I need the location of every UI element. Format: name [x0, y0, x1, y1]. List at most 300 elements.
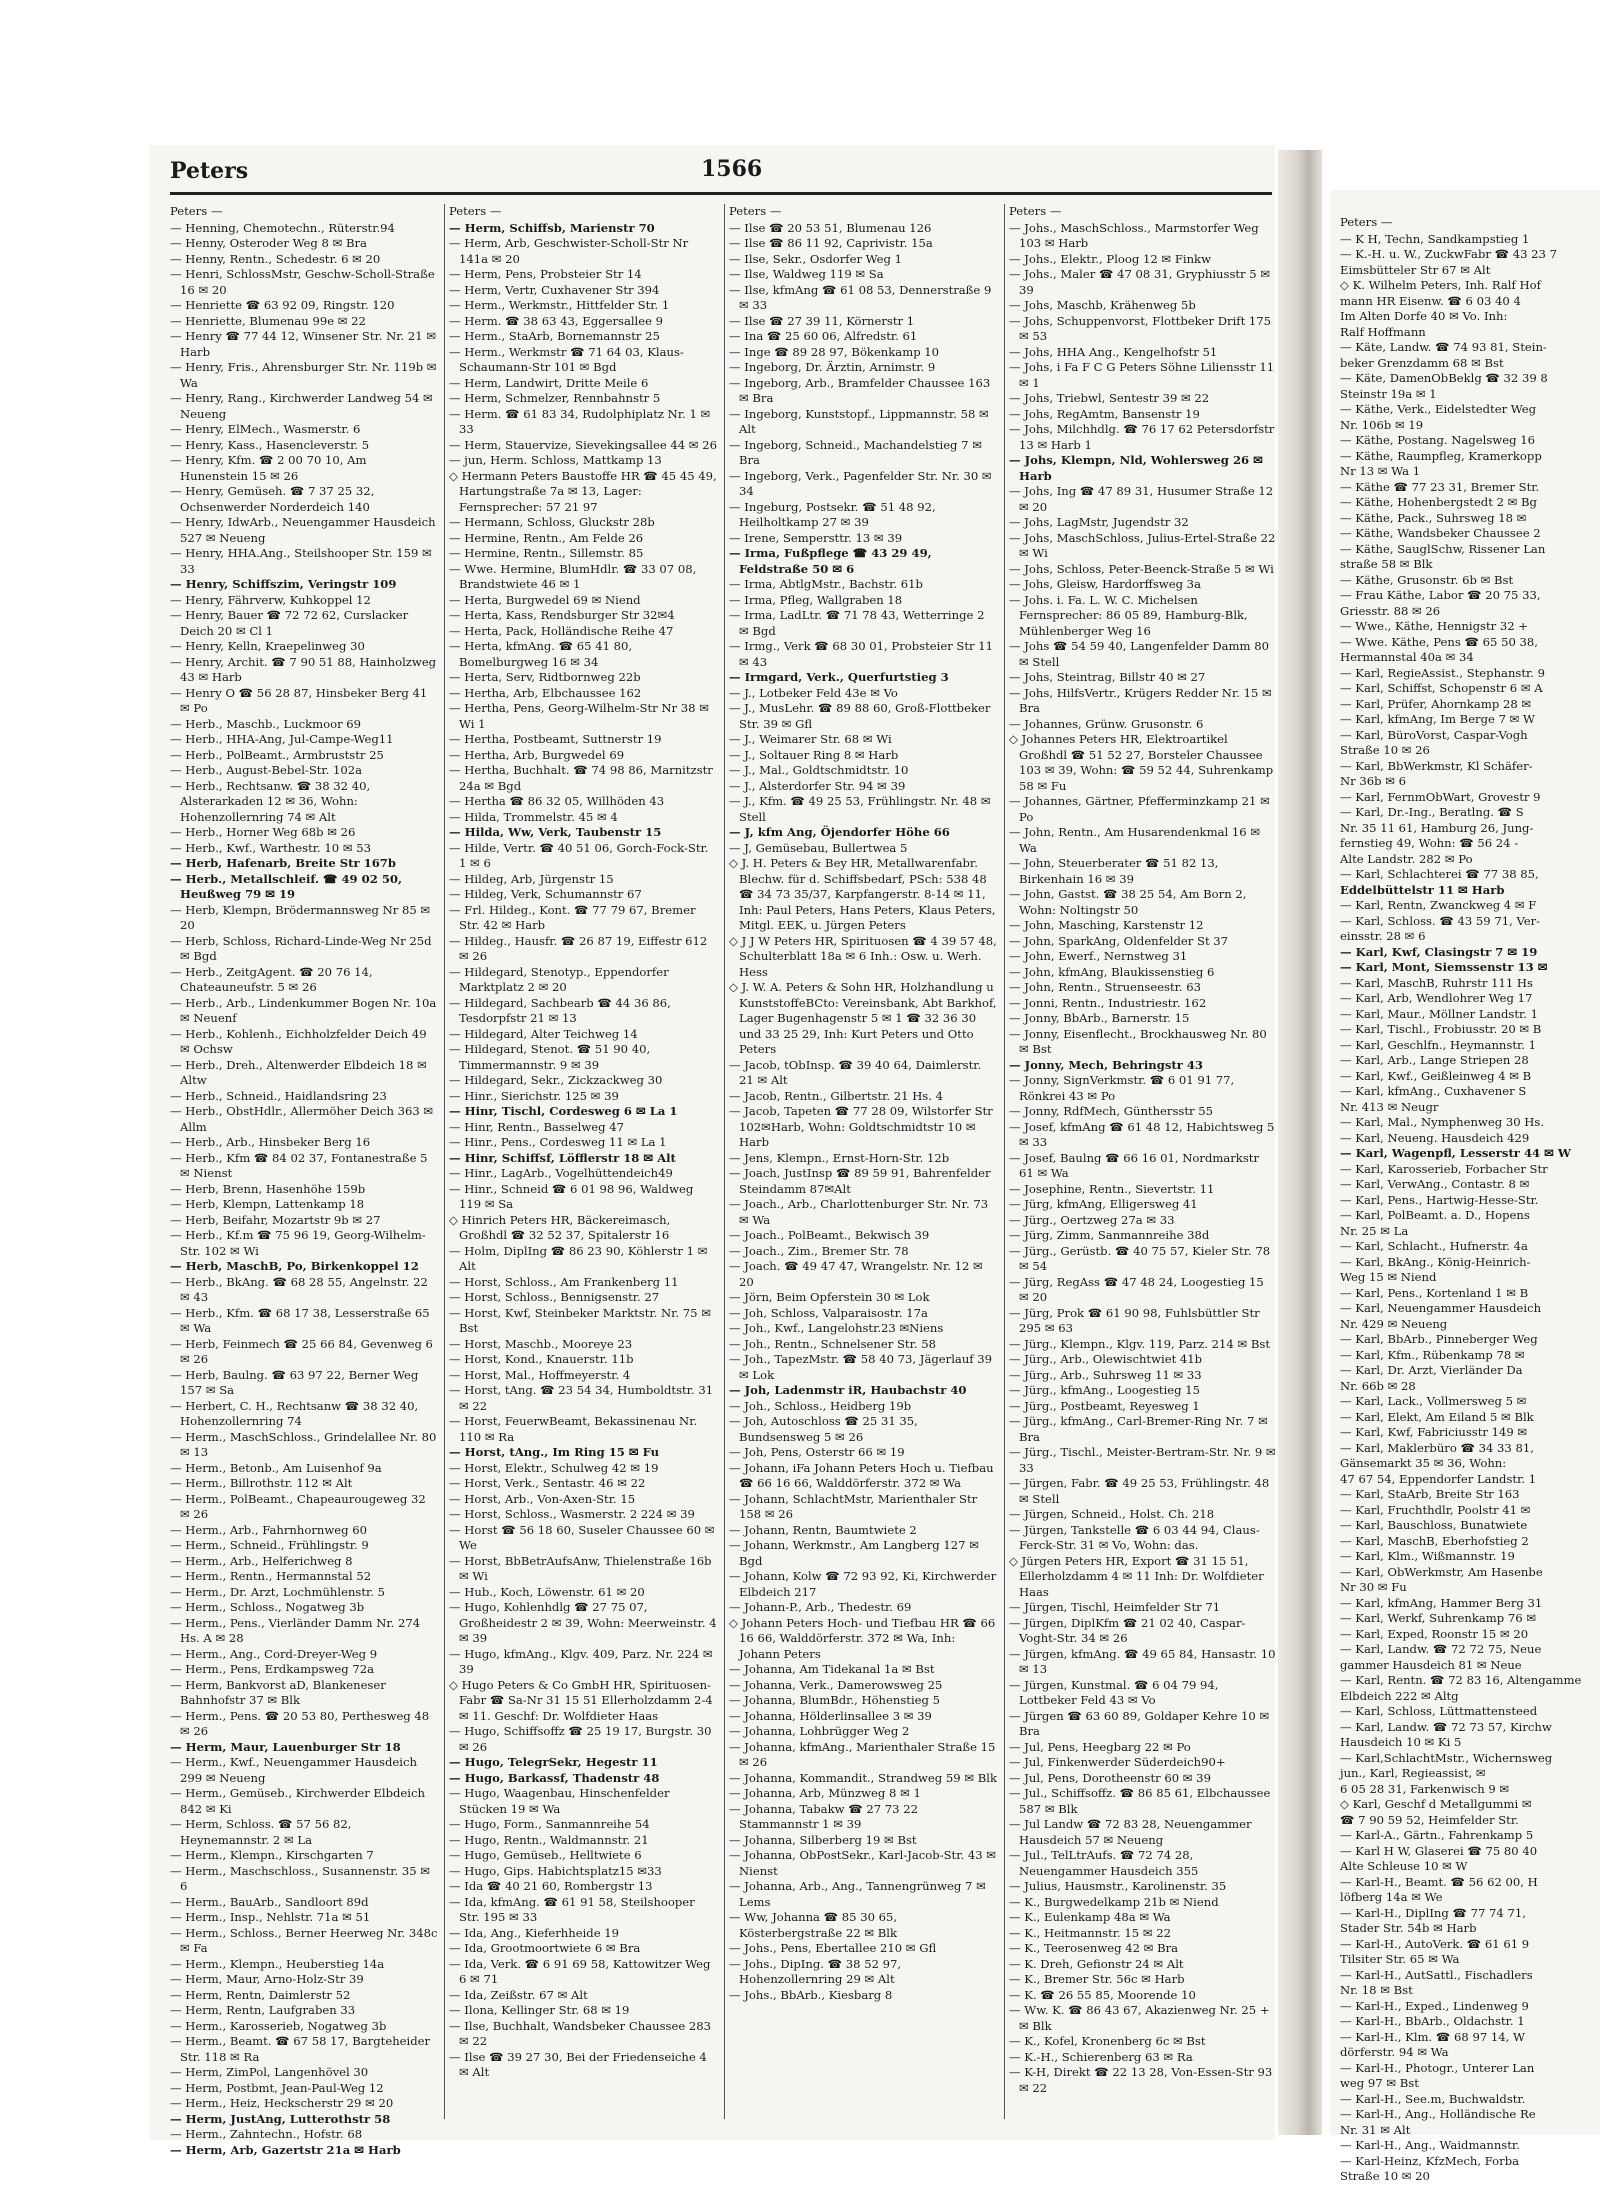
directory-entry: — John, Masching, Karstenstr 12	[1009, 918, 1204, 932]
directory-entry: — Ingeborg, Arb., Bramfelder Chaussee 163 ✉ Bra	[729, 375, 991, 405]
directory-entry: — Karl-H., AutoVerk. ☎ 61 61 9	[1340, 1936, 1530, 1951]
directory-entry: — Karl, Fruchthdlr, Poolstr 41 ✉	[1340, 1502, 1531, 1517]
directory-entry: — Henry, Bauer ☎ 72 72 62, Curslacker Deich 20 ✉ Cl 1	[170, 608, 409, 638]
directory-entry: — Ingeburg, Postsekr. ☎ 51 48 92, Heilholtkamp 27 ✉ 39	[729, 499, 936, 529]
directory-entry: — J, kfm Ang, Öjendorfer Höhe 66	[729, 825, 950, 839]
directory-entry: — Henriette, Blumenau 99e ✉ 22	[170, 313, 366, 328]
page-number: 1566	[701, 156, 763, 182]
directory-entry: — Josef, kfmAng ☎ 61 48 12, Habichtsweg 5 ✉ 33	[1009, 1119, 1275, 1149]
directory-entry: — Karl, Landw. ☎ 72 73 57, Kirchw	[1340, 1719, 1552, 1734]
directory-entry: — Herm., Dr. Arzt, Lochmühlenstr. 5	[170, 1584, 386, 1599]
directory-entry: — Herm, Landwirt, Dritte Meile 6	[449, 375, 649, 390]
directory-entry: — K., Bremer Str. 56c ✉ Harb	[1009, 1972, 1185, 1986]
directory-entry: ◇ J J W Peters HR, Spirituosen ☎ 4 39 57 48, Schulterblatt 18a ✉ 6 Inh.: Osw. u. Werh. Hess	[729, 933, 997, 979]
directory-entry: — Herb, Brenn, Hasenhöhe 159b	[170, 1181, 366, 1196]
directory-entry: — Johanna, BlumBdr., Höhenstieg 5	[729, 1693, 941, 1707]
directory-entry: — Jacob, Rentn., Gilbertstr. 21 Hs. 4	[729, 1088, 943, 1103]
directory-entry: — Herta, Kass, Rendsburger Str 32✉4	[449, 608, 675, 622]
directory-column-3	[729, 204, 997, 2129]
directory-entry: — Karl, Werkf, Suhrenkamp 76 ✉	[1340, 1611, 1537, 1625]
directory-entry: — K., Heitmannstr. 15 ✉ 22	[1009, 1925, 1172, 1940]
directory-entry: — Herm., Klempn., Kirschgarten 7	[170, 1848, 374, 1862]
column-head: Peters —	[729, 204, 782, 218]
directory-entry: ◇ K. Wilhelm Peters, Inh. Ralf Hof	[1340, 278, 1541, 292]
directory-entry: — Jürgen, Tankstelle ☎ 6 03 44 94, Claus-Ferck-Str. 31 ✉ Vo, Wohn: das.	[1009, 1522, 1260, 1552]
directory-entry: — Käthe, Pack., Suhrsweg 18 ✉	[1340, 510, 1527, 525]
column-head: Peters —	[170, 204, 223, 218]
directory-entry: — Josef, Baulng ☎ 66 16 01, Nordmarkstr 61 ✉ Wa	[1009, 1150, 1259, 1180]
directory-entry: — Herm., Beamt. ☎ 67 58 17, Bargteheider Str. 118 ✉ Ra	[170, 2034, 431, 2064]
directory-entry: — Henny, Osteroder Weg 8 ✉ Bra	[170, 236, 367, 250]
directory-entry: — Karl-H., AutSattl., Fischadlers	[1340, 1967, 1533, 1982]
running-header-name: Peters	[170, 158, 249, 184]
directory-entry: Hausdeich 10 ✉ Ki 5	[1340, 1735, 1462, 1749]
directory-entry: — Karl, PolBeamt. a. D., Hopens	[1340, 1208, 1530, 1222]
directory-entry: — Johs, Triebwl, Sentestr 39 ✉ 22	[1009, 391, 1210, 405]
directory-entry: — Hugo, Form., Sanmannreihe 54	[449, 1817, 650, 1831]
directory-entry: — Henry, Kass., Hasencleverstr. 5	[170, 437, 370, 452]
directory-entry: — Karl-Heinz, KfzMech, Forba	[1340, 2153, 1520, 2168]
directory-entry: — Karl, Wagenpfl, Lesserstr 44 ✉ W	[1340, 1146, 1571, 1160]
directory-entry: — Horst, BbBetrAufsAnw, Thielenstraße 16b ✉ Wi	[449, 1553, 712, 1583]
directory-entry: — Henry, Rang., Kirchwerder Landweg 54 ✉ Neueng	[170, 391, 433, 421]
directory-entry: — Käthe, Raumpfleg, Kramerkopp	[1340, 448, 1542, 463]
directory-entry: ☎ 7 90 59 52, Heimfelder Str.	[1340, 1812, 1519, 1827]
directory-entry: — Jürgen, DiplKfm ☎ 21 02 40, Caspar-Voght-Str. 34 ✉ 26	[1009, 1615, 1246, 1645]
directory-entry: — Henry, Schiffszim, Veringstr 109	[170, 577, 397, 591]
directory-entry: Weg 15 ✉ Niend	[1340, 1270, 1437, 1284]
directory-entry: — Käthe, Grusonstr. 6b ✉ Bst	[1340, 572, 1514, 587]
directory-entry: — Johannes, Gärtner, Pfefferminzkamp 21 ✉ Po	[1009, 794, 1270, 824]
directory-entry: Hermannstal 40a ✉ 34	[1340, 650, 1474, 664]
directory-entry: — Johs, Maschb, Krähenweg 5b	[1009, 298, 1196, 312]
directory-entry: Alte Schleuse 10 ✉ W	[1340, 1859, 1468, 1873]
directory-entry: — Henry, Gemüseh. ☎ 7 37 25 32, Ochsenwerder Norderdeich 140	[170, 484, 375, 514]
directory-entry: — Herm., Werkmstr ☎ 71 64 03, Klaus-Schaumann-Str 101 ✉ Bgd	[449, 344, 684, 374]
directory-entry: — Käte, DamenObBeklg ☎ 32 39 8	[1340, 371, 1548, 385]
directory-entry: — Horst, Kond., Knauerstr. 11b	[449, 1352, 634, 1366]
directory-entry: — Herb., ObstHdlr., Allermöher Deich 363 ✉ Allm	[170, 1104, 434, 1134]
directory-entry: — Hertha, Buchhalt. ☎ 74 98 86, Marnitzstr 24a ✉ Bgd	[449, 763, 713, 793]
directory-entry: — Herb., Arb., Lindenkummer Bogen Nr. 10a ✉ Neuenf	[170, 995, 437, 1025]
directory-entry: — Jens, Klempn., Ernst-Horn-Str. 12b	[729, 1150, 950, 1165]
directory-entry: — Karl, Kfm., Rübenkamp 78 ✉	[1340, 1347, 1525, 1362]
directory-entry: — Herb, MaschB, Po, Birkenkoppel 12	[170, 1259, 419, 1273]
directory-entry: — Horst, Schloss., Am Frankenberg 11	[449, 1274, 679, 1289]
directory-entry: — Hinr, Tischl, Cordesweg 6 ✉ La 1	[449, 1104, 678, 1118]
directory-entry: — Herm., Klempn., Heuberstieg 14a	[170, 1956, 385, 1971]
directory-entry: — Hildegard, Sekr., Zickzackweg 30	[449, 1073, 663, 1087]
directory-entry: löfberg 14a ✉ We	[1340, 1890, 1443, 1904]
directory-entry: — Jul, Pens, Heegbarg 22 ✉ Po	[1009, 1739, 1191, 1754]
directory-entry: — Herb, Feinmech ☎ 25 66 84, Gevenweg 6 ✉ 26	[170, 1336, 433, 1366]
directory-entry: — Henry O ☎ 56 28 87, Hinsbeker Berg 41 ✉ Po	[170, 685, 428, 715]
directory-entry: — Käthe, Wandsbeker Chaussee 2	[1340, 526, 1541, 540]
directory-entry: — Karl, Rentn, Zwanckweg 4 ✉ F	[1340, 898, 1537, 912]
directory-entry: — Herm., BauArb., Sandloort 89d	[170, 1894, 369, 1909]
directory-entry: — Jürg, kfmAng, Elligersweg 41	[1009, 1197, 1198, 1211]
directory-entry: — Joach., Arb., Charlottenburger Str. Nr. 73 ✉ Wa	[729, 1197, 989, 1227]
directory-entry: — J., Lotbeker Feld 43e ✉ Vo	[729, 685, 898, 700]
directory-entry: — Ilse ☎ 86 11 92, Caprivistr. 15a	[729, 236, 933, 250]
directory-entry: — Ilse, Buchhalt, Wandsbeker Chaussee 283 ✉ 22	[449, 2018, 712, 2048]
directory-entry: — K.-H., Schierenberg 63 ✉ Ra	[1009, 2049, 1193, 2064]
directory-entry: — Herb., PolBeamt., Armbruststr 25	[170, 747, 384, 762]
directory-entry: — Johs, Schuppenvorst, Flottbeker Drift 175 ✉ 53	[1009, 313, 1272, 343]
directory-entry: — Herm., Zahntechn., Hofstr. 68	[170, 2127, 363, 2141]
directory-entry: — Karl, Rentn. ☎ 72 83 16, Altengamme	[1340, 1673, 1582, 1687]
directory-entry: — Horst, Mal., Hoffmeyerstr. 4	[449, 1367, 631, 1382]
directory-entry: — Karl, BbWerkmstr, Kl Schäfer-	[1340, 758, 1533, 773]
directory-entry: — Herm, Rentn, Daimlerstr 52	[170, 1987, 351, 2002]
directory-entry: — Jürgen ☎ 63 60 89, Goldaper Kehre 10 ✉ Bra	[1009, 1708, 1270, 1738]
directory-entry: — Jürg, Zimm, Sanmannreihe 38d	[1009, 1228, 1210, 1242]
directory-entry: — Karl-H., DiplIng ☎ 77 74 71,	[1340, 1905, 1526, 1920]
directory-entry: Steinstr 19a ✉ 1	[1340, 386, 1437, 401]
directory-entry: — Joach, JustInsp ☎ 89 59 91, Bahrenfelder Steindamm 87✉Alt	[729, 1166, 991, 1196]
directory-entry: — Herb, Schloss, Richard-Linde-Weg Nr 25d ✉ Bgd	[170, 933, 432, 963]
directory-entry: — Herm, Pens, Probsteier Str 14	[449, 267, 642, 281]
directory-entry: — Ida, Verk. ☎ 6 91 69 58, Kattowitzer Weg 6 ✉ 71	[449, 1956, 711, 1986]
directory-entry: — Herm., Karosserieb, Nogatweg 3b	[170, 2018, 387, 2033]
directory-entry: — Jürg, Prok ☎ 61 90 98, Fuhlsbüttler Str 295 ✉ 63	[1009, 1305, 1260, 1335]
directory-entry: — Johs, Klempn, Nld, Wohlersweg 26 ✉ Harb	[1009, 453, 1263, 483]
directory-entry: — Herta, kfmAng. ☎ 65 41 80, Bomelburgweg 16 ✉ 34	[449, 639, 633, 669]
directory-entry: — Johs, HHA Ang., Kengelhofstr 51	[1009, 344, 1218, 359]
directory-entry: ◇ Jürgen Peters HR, Export ☎ 31 15 51, Ellerholzdamm 4 ✉ 11 Inh: Dr. Wolfdieter Haas	[1009, 1553, 1264, 1599]
directory-entry: — Karl, Pens., Kortenland 1 ✉ B	[1340, 1285, 1529, 1300]
directory-entry: Im Alten Dorfe 40 ✉ Vo. Inh:	[1340, 309, 1508, 323]
directory-entry: — Karl, Arb, Wendlohrer Weg 17	[1340, 991, 1533, 1005]
column-head: Peters —	[1009, 204, 1062, 218]
directory-entry: — Henny, Rentn., Schedestr. 6 ✉ 20	[170, 251, 381, 266]
directory-entry: — Hinr, Schiffsf, Löfflerstr 18 ✉ Alt	[449, 1150, 676, 1165]
directory-entry: — Herm., Maschschloss., Susannenstr. 35 ✉ 6	[170, 1863, 431, 1893]
directory-entry: — Karl, Neuengammer Hausdeich	[1340, 1301, 1542, 1315]
directory-entry: — Herm, Schmelzer, Rennbahnstr 5	[449, 391, 661, 405]
directory-entry: — Johs, LagMstr, Jugendstr 32	[1009, 515, 1189, 529]
directory-entry: Nr. 31 ✉ Alt	[1340, 2122, 1411, 2137]
directory-entry: — Karl, Neueng. Hausdeich 429	[1340, 1130, 1530, 1145]
directory-entry: — Jonny, Eisenflecht., Brockhausweg Nr. 80 ✉ Bst	[1009, 1026, 1267, 1056]
right-page-column	[1340, 215, 1600, 2183]
directory-entry: — Käthe, Hohenbergstedt 2 ✉ Bg	[1340, 495, 1537, 509]
directory-entry: — Johanna, Hölderlinsallee 3 ✉ 39	[729, 1708, 932, 1723]
directory-entry: — Karl, Dr. Arzt, Vierländer Da	[1340, 1363, 1523, 1377]
directory-entry: — Hinr, Rentn., Basselweg 47	[449, 1119, 624, 1134]
directory-entry: — Horst, Schloss., Wasmerstr. 2 224 ✉ 39	[449, 1507, 695, 1521]
directory-entry: — Horst, Elektr., Schulweg 42 ✉ 19	[449, 1460, 659, 1475]
directory-entry: — K-H, Direkt ☎ 22 13 28, Von-Essen-Str 93 ✉ 22	[1009, 2065, 1273, 2095]
directory-entry: — Hinr., LagArb., Vogelhüttendeich49	[449, 1166, 673, 1180]
directory-entry: — Ingeborg, Schneid., Machandelstieg 7 ✉ Bra	[729, 437, 982, 467]
directory-entry: — John, Ewerf., Nernstweg 31	[1009, 949, 1188, 963]
directory-entry: Nr 36b ✉ 6	[1340, 774, 1407, 788]
directory-entry: — Herm., Gemüseb., Kirchwerder Elbdeich 842 ✉ Ki	[170, 1786, 425, 1816]
directory-entry: — Hinr., Pens., Cordesweg 11 ✉ La 1	[449, 1135, 667, 1149]
directory-entry: — K. Dreh, Gefionstr 24 ✉ Alt	[1009, 1956, 1184, 1971]
directory-entry: einsstr. 28 ✉ 6	[1340, 929, 1426, 943]
directory-entry: — Herta, Burgwedel 69 ✉ Niend	[449, 592, 641, 607]
directory-entry: — Johanna, Lohbrügger Weg 2	[729, 1724, 910, 1738]
directory-entry: — J., Weimarer Str. 68 ✉ Wi	[729, 732, 892, 746]
directory-entry: — Karl H W, Glaserei ☎ 75 80 40	[1340, 1843, 1538, 1858]
directory-entry: — Ww, Johanna ☎ 85 30 65, Kösterbergstraße 22 ✉ Blk	[729, 1910, 898, 1940]
directory-entry: — Jürgen, Schneid., Holst. Ch. 218	[1009, 1507, 1215, 1521]
directory-entry: — Karl, BkAng., König-Heinrich-	[1340, 1254, 1531, 1269]
directory-entry: Straße 10 ✉ 26	[1340, 743, 1430, 757]
directory-entry: — Karl, Maklerbüro ☎ 34 33 81,	[1340, 1440, 1534, 1455]
directory-entry: dörferstr. 94 ✉ Wa	[1340, 2045, 1449, 2059]
directory-entry: — Herb., Arb., Hinsbeker Berg 16	[170, 1135, 371, 1149]
directory-entry: — Karl, RegieAssist., Stephanstr. 9	[1340, 665, 1546, 680]
directory-entry: — Herm, Schiffsb, Marienstr 70	[449, 220, 655, 235]
directory-entry: weg 97 ✉ Bst	[1340, 2076, 1419, 2090]
directory-entry: — Horst, tAng., Im Ring 15 ✉ Fu	[449, 1445, 660, 1459]
directory-entry: — Karl, Prüfer, Ahornkamp 28 ✉	[1340, 696, 1532, 711]
directory-entry: — Johs., Pens, Ebertallee 210 ✉ Gfl	[729, 1941, 937, 1955]
directory-entry: — Herm., Schneid., Frühlingstr. 9	[170, 1538, 369, 1552]
directory-entry: — Henry, Kelln, Kraepelinweg 30	[170, 639, 365, 653]
directory-entry: — Hilda, Trommelstr. 45 ✉ 4	[449, 809, 618, 824]
directory-entry: — Ilse ☎ 39 27 30, Bei der Friedenseiche 4 ✉ Alt	[449, 2049, 707, 2079]
directory-entry: mann HR Eisenw. ☎ 6 03 40 4	[1340, 293, 1521, 308]
directory-entry: — Herm., Pens, Erdkampsweg 72a	[170, 1662, 375, 1676]
directory-entry: — Karl, MaschB, Ruhrstr 111 Hs	[1340, 975, 1533, 990]
directory-entry: — Jul, Finkenwerder Süderdeich90+	[1009, 1755, 1226, 1769]
directory-entry: — Herm., Insp., Nehlstr. 71a ✉ 51	[170, 1910, 371, 1924]
directory-entry: Nr. 18 ✉ Bst	[1340, 1983, 1413, 1997]
directory-entry: — Jürg., kfmAng., Carl-Bremer-Ring Nr. 7 ✉ Bra	[1009, 1414, 1268, 1444]
directory-entry: — Karl, kfmAng, Im Berge 7 ✉ W	[1340, 712, 1535, 726]
directory-entry: — Herb., BkAng. ☎ 68 28 55, Angelnstr. 22 ✉ 43	[170, 1274, 428, 1304]
directory-entry: — Jonny, Mech, Behringstr 43	[1009, 1057, 1203, 1072]
directory-entry: — Henry ☎ 77 44 12, Winsener Str. Nr. 21 ✉ Harb	[170, 329, 437, 359]
directory-entry: — Hugo, Rentn., Waldmannstr. 21	[449, 1832, 649, 1847]
directory-entry: — Herb., Kfm ☎ 84 02 37, Fontanestraße 5 ✉ Nienst	[170, 1150, 428, 1180]
directory-entry: — Karl, Tischl., Frobiusstr. 20 ✉ B	[1340, 1022, 1542, 1036]
directory-entry: — Herm, Postbmt, Jean-Paul-Weg 12	[170, 2080, 384, 2095]
directory-entry: — Herm., Heiz, Heckscherstr 29 ✉ 20	[170, 2096, 394, 2110]
directory-entry: — Jörn, Beim Opferstein 30 ✉ Lok	[729, 1290, 930, 1304]
directory-entry: — Käthe, SauglSchw, Rissener Lan	[1340, 541, 1546, 556]
directory-entry: — Henry, HHA.Ang., Steilshooper Str. 159 ✉ 33	[170, 546, 432, 576]
directory-entry: — Johs., Maler ☎ 47 08 31, Gryphiusstr 5 ✉ 39	[1009, 267, 1271, 297]
directory-entry: — Karl, FernmObWart, Grovestr 9	[1340, 789, 1541, 804]
directory-entry: — Jürg., Tischl., Meister-Bertram-Str. Nr. 9 ✉ 33	[1009, 1445, 1276, 1475]
directory-entry: — Hugo, Gips. Habichtsplatz15 ✉33	[449, 1863, 662, 1878]
directory-entry: — Horst, Kwf, Steinbeker Marktstr. Nr. 75 ✉ Bst	[449, 1305, 711, 1335]
directory-entry: — Herm. ☎ 61 83 34, Rudolphiplatz Nr. 1 ✉ 33	[449, 406, 711, 436]
directory-entry: — Herta, Serv, Ridtbornweg 22b	[449, 670, 641, 684]
directory-entry: — Inge ☎ 89 28 97, Bökenkamp 10	[729, 344, 940, 359]
directory-entry: Tilsiter Str. 65 ✉ Wa	[1340, 1952, 1460, 1966]
directory-entry: — Herm, Stauervize, Sievekingsallee 44 ✉ 26	[449, 437, 717, 452]
column-head: Peters —	[449, 204, 502, 218]
directory-entry: — Ingeborg, Dr. Ärztin, Arnimstr. 9	[729, 360, 936, 374]
directory-entry: — Ilse, kfmAng ☎ 61 08 53, Dennerstraße 9 ✉ 33	[729, 282, 992, 312]
directory-entry: — Wwe. Käthe, Pens ☎ 65 50 38,	[1340, 634, 1538, 649]
directory-entry: — Jürg., Oertzweg 27a ✉ 33	[1009, 1212, 1175, 1227]
directory-entry: — Herb., Schneid., Haidlandsring 23	[170, 1088, 387, 1103]
directory-entry: jun., Karl, Regieassist, ✉	[1340, 1766, 1486, 1780]
book-gutter	[1278, 150, 1322, 2135]
directory-entry: — J., Kfm. ☎ 49 25 53, Frühlingstr. Nr. 48 ✉ Stell	[729, 794, 991, 824]
directory-entry: — Henry, IdwArb., Neuengammer Hausdeich 527 ✉ Neueng	[170, 515, 436, 545]
directory-entry: — Johanna, Tabakw ☎ 27 73 22 Stammannstr 1 ✉ 39	[729, 1801, 918, 1831]
directory-entry: ◇ Karl, Geschf d Metallgummi ✉	[1340, 1797, 1532, 1811]
directory-entry: — Herm., Werkmstr., Hittfelder Str. 1	[449, 298, 670, 312]
directory-entry: — Hildegard, Sachbearb ☎ 44 36 86, Tesdorpfstr 21 ✉ 13	[449, 995, 671, 1025]
directory-entry: Nr. 25 ✉ La	[1340, 1223, 1409, 1238]
directory-entry: — Hugo, TelegrSekr, Hegestr 11	[449, 1755, 658, 1769]
directory-entry: — Jürg., Gerüstb. ☎ 40 75 57, Kieler Str. 78 ✉ 54	[1009, 1243, 1271, 1273]
directory-entry: — Herm, Arb, Gazertstr 21a ✉ Harb	[170, 2142, 401, 2157]
directory-entry: — Horst, Verk., Sentastr. 46 ✉ 22	[449, 1476, 646, 1490]
directory-entry: — John, SparkAng, Oldenfelder St 37	[1009, 933, 1229, 948]
directory-entry: ◇ Hinrich Peters HR, Bäckereimasch, Großhdl ☎ 32 52 37, Spitalerstr 16	[449, 1212, 671, 1242]
directory-entry: — Karl, Schloss. ☎ 43 59 71, Ver-	[1340, 913, 1541, 928]
directory-entry: ◇ J. H. Peters & Bey HR, Metallwarenfabr. Blechw. für d. Schiffsbedarf, PSch: 538 48 ☎ 34 73 35/37, Karpfangerstr. 8-14 ✉ 11, Inh: Paul Peters, Hans Peters, Klaus Peters, Mitgl. EEK, u. Jürgen Peters	[729, 856, 996, 932]
directory-entry: — Karl, Bauschloss, Bunatwiete	[1340, 1518, 1528, 1532]
directory-entry: — Jonni, Rentn., Industriestr. 162	[1009, 995, 1207, 1010]
directory-entry: — Jürg., kfmAng., Loogestieg 15	[1009, 1383, 1201, 1397]
directory-entry: — Johanna, Verk., Damerowsweg 25	[729, 1677, 943, 1692]
directory-entry: — J., Soltauer Ring 8 ✉ Harb	[729, 747, 899, 762]
directory-entry: — Johs, MaschSchloss, Julius-Ertel-Straße 22 ✉ Wi	[1009, 530, 1276, 560]
directory-entry: — Henry, Archit. ☎ 7 90 51 88, Hainholzweg 43 ✉ Harb	[170, 654, 437, 684]
directory-entry: — Ilse, Sekr., Osdorfer Weg 1	[729, 251, 902, 266]
directory-entry: — K., Teerosenweg 42 ✉ Bra	[1009, 1941, 1179, 1955]
column-divider	[444, 204, 445, 2119]
column-divider	[724, 204, 725, 2119]
directory-entry: — Herbert, C. H., Rechtsanw ☎ 38 32 40, Hohenzollernring 74	[170, 1398, 419, 1428]
directory-entry: — Ida, Grootmoortwiete 6 ✉ Bra	[449, 1941, 641, 1955]
directory-entry: Stader Str. 54b ✉ Harb	[1340, 1921, 1477, 1935]
directory-entry: — Johs, Milchhdlg. ☎ 76 17 62 Petersdorfstr 13 ✉ Harb 1	[1009, 422, 1275, 452]
directory-entry: — Karl, StaArb, Breite Str 163	[1340, 1487, 1520, 1501]
directory-entry: — Herm. ☎ 38 63 43, Eggersallee 9	[449, 313, 664, 328]
directory-entry: — Joh, Autoschloss ☎ 25 31 35, Bundsensweg 5 ✉ 26	[729, 1414, 918, 1444]
directory-entry: — Karl, Schlachterei ☎ 77 38 85,	[1340, 867, 1539, 881]
directory-entry: — Herm., StaArb, Bornemannstr 25	[449, 329, 660, 343]
directory-entry: — Horst, Schloss., Bennigsenstr. 27	[449, 1290, 660, 1304]
directory-entry: — Johs., Elektr., Ploog 12 ✉ Finkw	[1009, 251, 1212, 266]
directory-entry: — Henry, Fährverw, Kuhkoppel 12	[170, 592, 371, 607]
directory-entry: — Käthe, Verk., Eidelstedter Weg	[1340, 402, 1537, 416]
directory-entry: — Hertha, Arb, Burgwedel 69	[449, 747, 625, 762]
directory-entry: — Ingeborg, Verk., Pagenfelder Str. Nr. 30 ✉ 34	[729, 468, 992, 498]
directory-entry: — Herm, Bankvorst aD, Blankeneser Bahnhofstr 37 ✉ Blk	[170, 1677, 386, 1707]
directory-entry: — Karl-H., Klm. ☎ 68 97 14, W	[1340, 2029, 1525, 2044]
directory-entry: — Herb., HHA-Ang, Jul-Campe-Weg11	[170, 732, 394, 746]
directory-entry: — Herm, Maur, Arno-Holz-Str 39	[170, 1972, 364, 1986]
directory-entry: — Johs, Steintrag, Billstr 40 ✉ 27	[1009, 670, 1206, 684]
directory-entry: — Herb., Rechtsanw. ☎ 38 32 40, Alsterarkaden 12 ✉ 36, Wohn: Hohenzollernring 74 ✉ Alt	[170, 778, 371, 824]
directory-entry: — Karl, Elekt, Am Eiland 5 ✉ Blk	[1340, 1409, 1534, 1424]
directory-entry: — Joach., PolBeamt., Bekwisch 39	[729, 1228, 930, 1242]
directory-entry: — Hermine, Rentn., Am Felde 26	[449, 530, 644, 545]
directory-entry: — Johs ☎ 54 59 40, Langenfelder Damm 80 ✉ Stell	[1009, 639, 1269, 669]
directory-entry: — Henry, Kfm. ☎ 2 00 70 10, Am Hunenstein 15 ✉ 26	[170, 453, 367, 483]
directory-entry: Nr. 35 11 61, Hamburg 26, Jung-	[1340, 820, 1534, 835]
directory-entry: — Frl. Hildeg., Kont. ☎ 77 79 67, Bremer Str. 42 ✉ Harb	[449, 902, 696, 932]
directory-entry: Eimsbütteler Str 67 ✉ Alt	[1340, 262, 1491, 277]
directory-entry: — Hugo, Gemüseb., Helltwiete 6	[449, 1848, 642, 1862]
directory-entry: — Irmg., Verk ☎ 68 30 01, Probsteier Str 11 ✉ 43	[729, 639, 994, 669]
directory-entry: — Herm, Rentn, Laufgraben 33	[170, 2003, 356, 2017]
directory-entry: — Herm., Schloss., Nogatweg 3b	[170, 1600, 365, 1614]
directory-entry: — Käthe ☎ 77 23 31, Bremer Str.	[1340, 479, 1540, 494]
directory-entry: — J., Mal., Goldtschmidtstr. 10	[729, 763, 909, 777]
directory-entry: — Karl-H., See.m, Buchwaldstr.	[1340, 2091, 1526, 2106]
directory-entry: — K., Kofel, Kronenberg 6c ✉ Bst	[1009, 2034, 1206, 2048]
directory-entry: ◇ J. W. A. Peters & Sohn HR, Holzhandlung u KunststoffeBCto: Vereinsbank, Abt Barkhof, Lager Bugenhagenstr 5 ✉ 1 ☎ 32 36 30 und 33 25 29, Inh: Kurt Peters und Otto Peters	[729, 980, 997, 1056]
directory-entry: — Karl, BbArb., Pinneberger Weg	[1340, 1332, 1538, 1346]
directory-entry: — Joh, Ladenmstr iR, Haubachstr 40	[729, 1383, 967, 1397]
directory-entry: — John, Gastst. ☎ 38 25 54, Am Born 2, Wohn: Noltingstr 50	[1009, 887, 1247, 917]
directory-entry: ◇ Hermann Peters Baustoffe HR ☎ 45 45 49, Hartungstraße 7a ✉ 13, Lager: Fernsprecher: 57 21 97	[449, 468, 717, 514]
directory-entry: — Ida, Zeißstr. 67 ✉ Alt	[449, 1987, 588, 2002]
directory-entry: — Ilse ☎ 27 39 11, Körnerstr 1	[729, 313, 915, 328]
directory-entry: — Ingeborg, Kunststopf., Lippmannstr. 58 ✉ Alt	[729, 406, 989, 436]
directory-entry: — Ww. K. ☎ 86 43 67, Akazienweg Nr. 25 + ✉ Blk	[1009, 2003, 1270, 2033]
directory-entry: — Horst ☎ 56 18 60, Suseler Chaussee 60 ✉ We	[449, 1522, 715, 1552]
directory-entry: — Johs, Schloss, Peter-Beenck-Straße 5 ✉ Wi	[1009, 561, 1274, 576]
directory-entry: — Karl, Schlacht., Hufnerstr. 4a	[1340, 1239, 1528, 1253]
directory-entry: — Johs., DipIng. ☎ 38 52 97, Hohenzollernring 29 ✉ Alt	[729, 1956, 902, 1986]
directory-entry: — Hildeg, Arb, Jürgenstr 15	[449, 871, 614, 886]
directory-entry: gammer Hausdeich 81 ✉ Neue	[1340, 1657, 1522, 1672]
directory-entry: 47 67 54, Eppendorfer Landstr. 1	[1340, 1471, 1537, 1486]
directory-entry: — Hugo, Schiffsoffz ☎ 25 19 17, Burgstr. 30 ✉ 26	[449, 1724, 712, 1754]
directory-entry: — Hildegard, Alter Teichweg 14	[449, 1026, 638, 1041]
directory-entry: — Karl, Dr.-Ing., Beratlng. ☎ S	[1340, 805, 1524, 819]
directory-entry: — Karl, kfmAng, Hammer Berg 31	[1340, 1595, 1543, 1610]
directory-entry: ◇ Johann Peters Hoch- und Tiefbau HR ☎ 66 16 66, Walddörferstr. 372 ✉ Wa, Inh: Johann Peters	[729, 1615, 996, 1661]
directory-entry: — Johann, Werkmstr., Am Langberg 127 ✉ Bgd	[729, 1538, 979, 1568]
directory-entry: — Herm., Billrothstr. 112 ✉ Alt	[170, 1476, 353, 1490]
directory-entry: — Hermine, Rentn., Sillemstr. 85	[449, 546, 644, 560]
directory-entry: — Johann-P., Arb., Thedestr. 69	[729, 1600, 912, 1614]
directory-entry: — Ilse, Waldweg 119 ✉ Sa	[729, 267, 884, 281]
directory-entry: — K H, Techn, Sandkampstieg 1	[1340, 231, 1530, 246]
directory-entry: — Johann, iFa Johann Peters Hoch u. Tiefbau ☎ 66 16 66, Walddörferstr. 372 ✉ Wa	[729, 1460, 994, 1490]
directory-entry: — Irmgard, Verk., Querfurtstieg 3	[729, 670, 949, 684]
directory-entry: — Herm, ZimPol, Langenhövel 30	[170, 2065, 369, 2079]
directory-entry: ◇ Johannes Peters HR, Elektroartikel Großhdl ☎ 51 52 27, Borsteler Chaussee 103 ✉ 39, Wohn: ☎ 59 52 44, Suhrenkamp 58 ✉ Fu	[1009, 732, 1274, 793]
directory-entry: — Wwe. Hermine, BlumHdlr. ☎ 33 07 08, Brandstwiete 46 ✉ 1	[449, 561, 697, 591]
directory-entry: — Jürgen, Tischl, Heimfelder Str 71	[1009, 1600, 1221, 1614]
directory-entry: — J., Alsterdorfer Str. 94 ✉ 39	[729, 778, 906, 793]
directory-entry: — Johs., MaschSchloss., Marmstorfer Weg 103 ✉ Harb	[1009, 220, 1259, 250]
directory-entry: — Jul, Pens, Dorotheenstr 60 ✉ 39	[1009, 1770, 1211, 1785]
directory-entry: — Johs, RegAmtm, Bansenstr 19	[1009, 406, 1200, 421]
column-divider	[1004, 204, 1005, 2119]
directory-entry: Nr 13 ✉ Wa 1	[1340, 464, 1421, 478]
directory-entry: — Johs. i. Fa. L. W. C. Michelsen Fernsprecher: 86 05 89, Hamburg-Blk, Mühlenberger Weg 16	[1009, 592, 1248, 638]
directory-entry: — Herb., Kfm. ☎ 68 17 38, Lesserstraße 65 ✉ Wa	[170, 1305, 430, 1335]
directory-entry: — Herm., Ang., Cord-Dreyer-Weg 9	[170, 1646, 378, 1661]
directory-entry: — Karl-H., Ang., Waidmannstr.	[1340, 2138, 1520, 2152]
directory-entry: — Herb., Kwf., Warthestr. 10 ✉ 53	[170, 840, 371, 855]
directory-entry: — Jonny, SignVerkmstr. ☎ 6 01 91 77, Rönkrei 43 ✉ Po	[1009, 1073, 1235, 1103]
directory-entry: — Johanna, Arb, Münzweg 8 ✉ 1	[729, 1786, 921, 1800]
directory-entry: — Hugo, kfmAng., Klgv. 409, Parz. Nr. 224 ✉ 39	[449, 1646, 713, 1676]
directory-entry: — Herm, Arb, Geschwister-Scholl-Str Nr 141a ✉ 20	[449, 236, 689, 266]
directory-entry: — Herb, Beifahr, Mozartstr 9b ✉ 27	[170, 1212, 381, 1227]
directory-entry: — Karl, Kwf, Fabriciusstr 149 ✉	[1340, 1425, 1528, 1439]
